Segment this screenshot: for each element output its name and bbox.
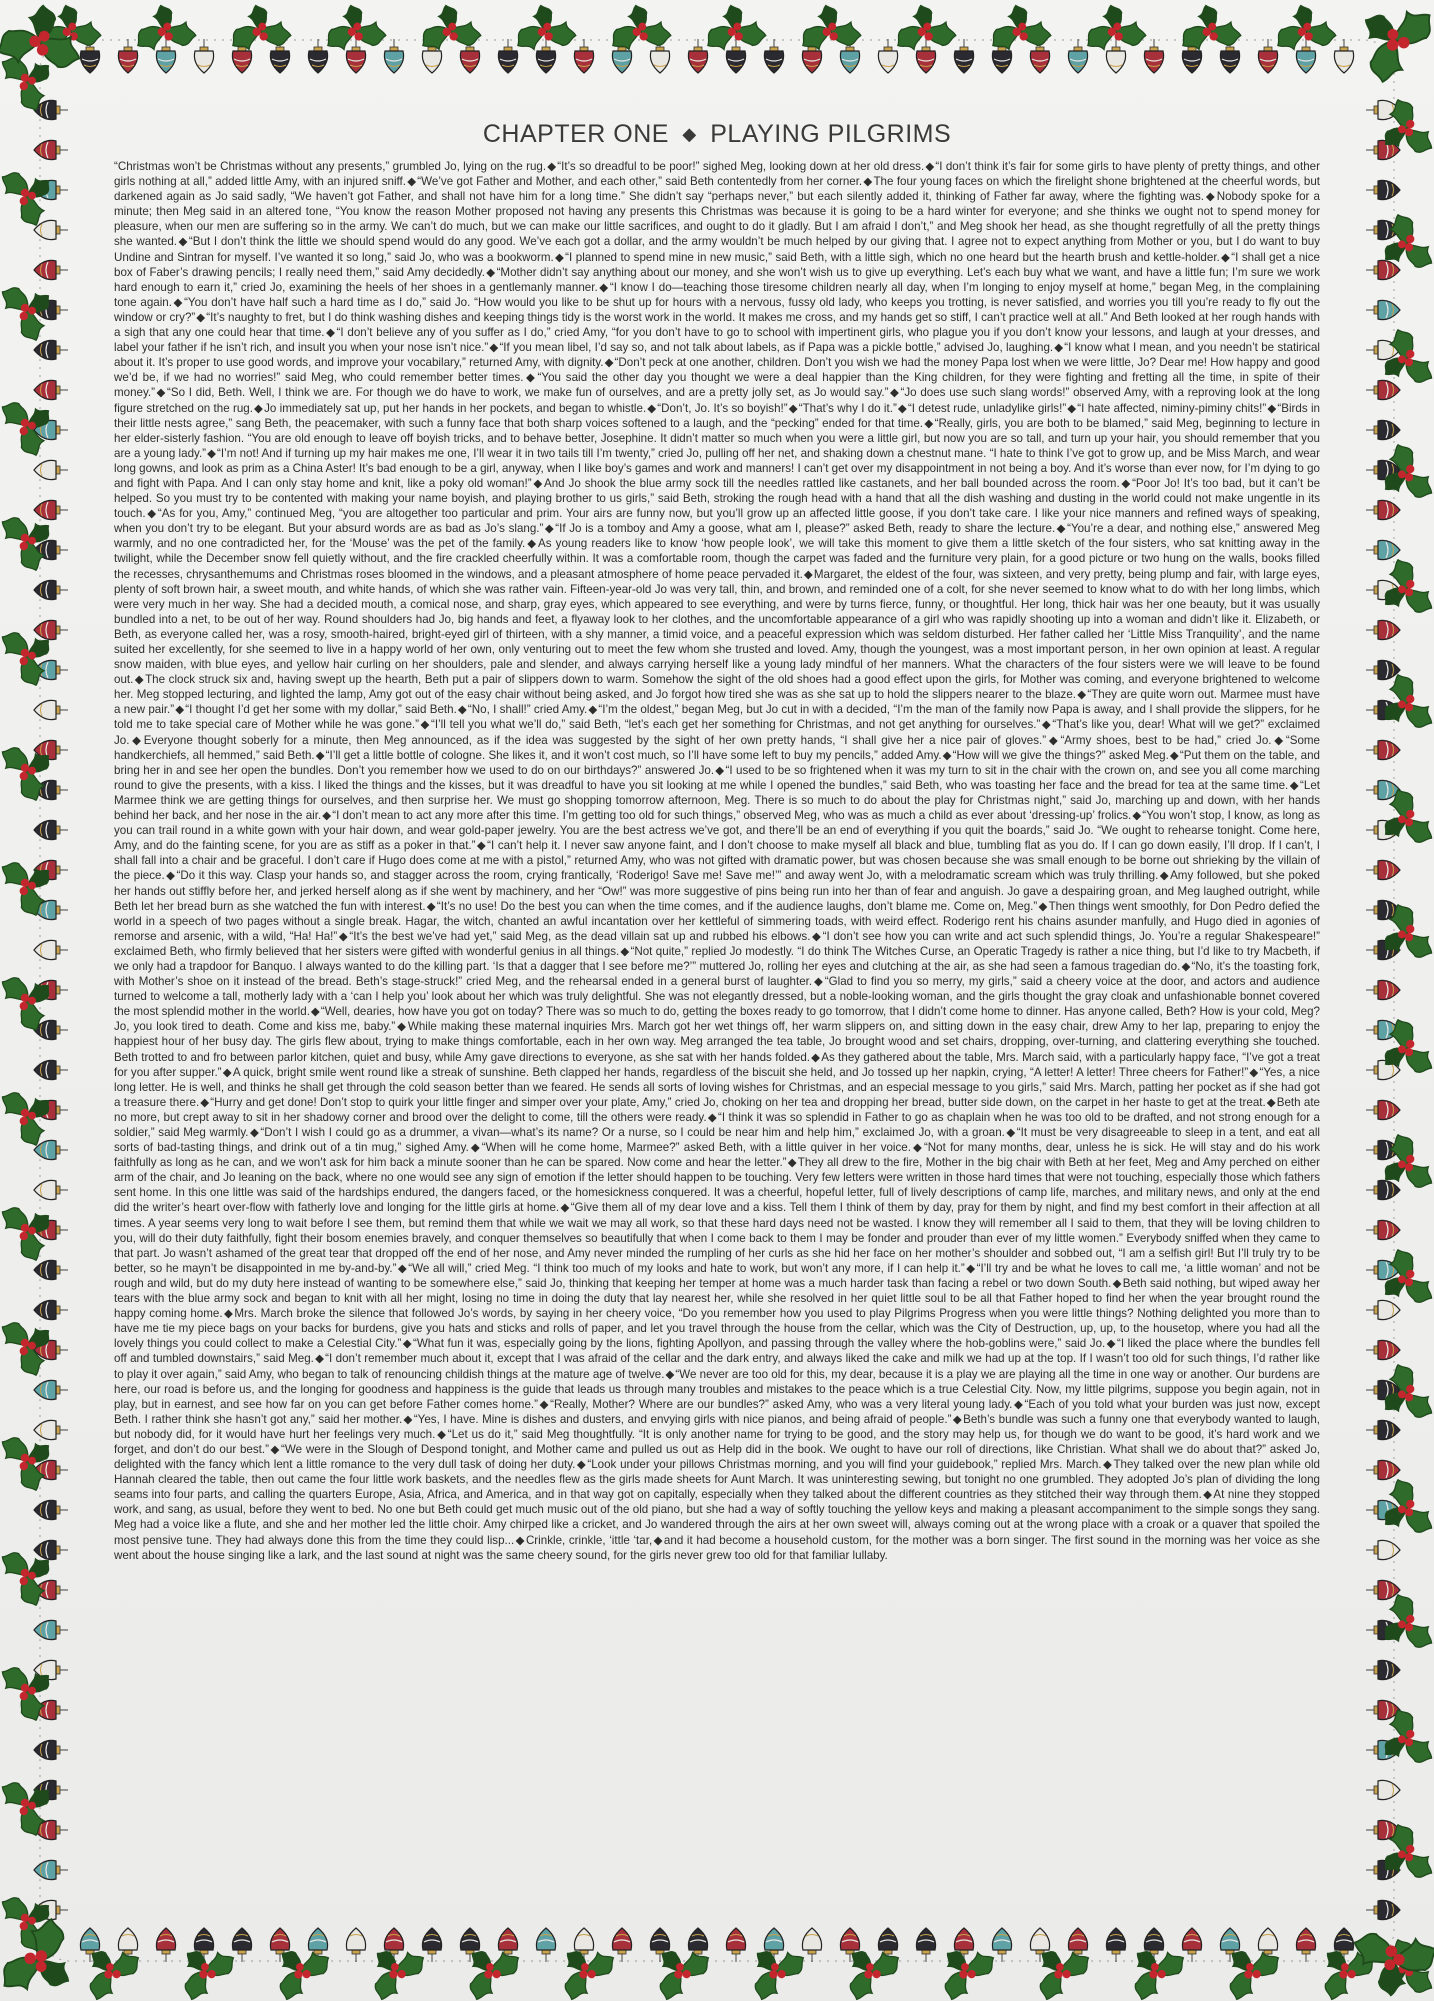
paragraph: The four young faces on which the firelight shone brightened at the cheerful words, but darkened again as Jo said sadly, “We haven’t got Father, and shall not have him for a long time.” She didn’t say “perhaps never,” but each silently added it, thinking of Father far away, where the fighting was.	[114, 175, 1321, 204]
ornament-icon	[574, 39, 593, 73]
ornament-icon	[34, 1500, 68, 1519]
ornament-icon	[1106, 39, 1125, 73]
ornament-icon	[1366, 1300, 1400, 1319]
ornament-icon	[1144, 39, 1163, 73]
ornament-icon	[1366, 980, 1400, 999]
paragraph: “I used to be so frightened when it was my turn to sit in the chair with the crown on, and see you all come marching round to give the presents, with a kiss. I liked the things and the kisses, but it was dreadful to have you sit looking at me while I opened the bundles,” said Beth, who was toasting her face and the bread for tea at the same time.	[114, 763, 1320, 792]
paragraph: “How will we give the things?” asked Meg.	[952, 748, 1169, 762]
paragraph-separator-icon: ◆	[813, 975, 824, 989]
paragraph-separator-icon: ◆	[1077, 688, 1087, 702]
paragraph: “When will he come home, Marmee?” asked Beth, with a little quiver in her voice.	[481, 1141, 911, 1155]
paragraph-separator-icon: ◆	[196, 310, 206, 324]
paragraph: Amy followed, but she poked her hands out stiffly before her, and jerked herself along as if she went by machinery, and her “Ow!” was more suggestive of pins being run into her than of fear and anguish. Jo gave a despairing groan, and Meg laughed outright, while Beth let her bread burn as she watched the fun with interest.	[114, 869, 1320, 913]
ornament-icon	[34, 260, 68, 279]
paragraph: “Poor Jo! It’s too bad, but it can’t be helped. So you must try to be contented with making your name boyish, and playing brother to us girls,” said Beth, stroking the rough head with a hand that all the dish washing and dusting in the world could not make ungentle in its touch.	[114, 476, 1321, 521]
paragraph-separator-icon: ◆	[1272, 733, 1285, 747]
paragraph-separator-icon: ◆	[249, 1126, 260, 1139]
paragraph-separator-icon: ◆	[426, 899, 436, 913]
paragraph-separator-icon: ◆	[647, 401, 657, 415]
paragraph: As they gathered about the table, Mrs. March said, with a particularly happy face, “I’ve got a treat for you after supper.”	[114, 1050, 1320, 1079]
chapter-content	[112, 100, 1322, 1895]
paragraph-separator-icon: ◆	[1005, 1126, 1016, 1139]
paragraph: “I hate affected, niminy-piminy chits!”	[1077, 401, 1267, 415]
paragraph: “We all will,” cried Meg. “I think too much of my looks and hate to work, but won’t any more, if I can help it.”	[408, 1261, 965, 1275]
ornament-icon	[34, 460, 68, 479]
paragraph: “Let Marmee think we are getting things for ourselves, and then surprise her. We must go shopping tomorrow afternoon, Meg. There is so much to do about the play for Christmas night,” said Jo, marching up and down, with her hands behind her back, and her nose in the air.	[114, 778, 1320, 823]
paragraph: “Not quite,” replied Jo modestly. “I do think The Witches Curse, an Operatic Tragedy is rather a nice thing, but I’d like to try Macbeth, if we only had a trapdoor for Banquo. I always wanted to do the killing part. ‘Is that a dagger that I see before me?’” muttered Jo, rolling her eyes and clutching at the air, as she had seen a famous tragedian do.	[114, 944, 1320, 973]
ornament-icon	[1366, 300, 1400, 319]
ornament-icon	[1366, 1420, 1400, 1439]
paragraph-separator-icon: ◆	[1202, 1488, 1213, 1502]
paragraph-separator-icon: ◆	[560, 1201, 570, 1215]
paragraph: “It’s the best we’ve had yet,” said Meg, as the dead villain sat up and rubbed his elbows.	[349, 929, 811, 943]
ornament-icon	[1182, 1928, 1201, 1962]
paragraph: “I know I do—teaching those tiresome children nearly all day, when I’m longing to enjoy myself at home,” began Meg, in the complaining tone again.	[114, 280, 1320, 309]
paragraph: “I don’t believe any of you suffer as I do,” cried Amy, “for you don’t have to go to school with impertinent girls, who plague you if you don’t know your lessons, and laugh at your dresses, and label your father if he isn’t rich, and insult you when your nose isn’t nice.”	[114, 326, 1320, 355]
paragraph: “Put them on the table, and bring her in and see her open the bundles. Don’t you remember how we used to do on our birthdays?” answered Jo.	[114, 748, 1321, 777]
paragraph-separator-icon: ◆	[707, 1110, 717, 1124]
paragraph-separator-icon: ◆	[146, 507, 157, 521]
paragraph: “Look under your pillows Christmas morning, and you will find your guidebook,” replied Mrs. March.	[587, 1458, 1102, 1472]
paragraph-separator-icon: ◆	[787, 1156, 797, 1170]
ornament-icon	[34, 340, 68, 359]
ornament-icon	[1366, 180, 1400, 199]
paragraph-separator-icon: ◆	[1013, 1397, 1024, 1411]
paragraph-separator-icon: ◆	[134, 673, 145, 687]
paragraph: “Let us do it,” said Meg thoughtfully. “It is only another name for trying to be good, and the story may help us, for though we do want to be good, it’s hard work and we forget, and don’t do our best.”	[114, 1427, 1320, 1456]
paragraph-separator-icon: ◆	[924, 416, 934, 430]
paragraph-separator-icon: ◆	[811, 929, 822, 943]
paragraph: “I’ll tell you what we’ll do,” said Beth, “let’s each get her something for Christmas, and not get anything for ourselves.”	[431, 718, 1041, 732]
paragraph: “No, I shall!” cried Amy.	[467, 703, 588, 717]
paragraph-separator-icon: ◆	[544, 522, 555, 536]
paragraph-separator-icon: ◆	[1041, 718, 1052, 732]
ornament-icon	[1366, 260, 1400, 279]
ornament-icon	[726, 1928, 745, 1962]
paragraph-separator-icon: ◆	[1102, 1458, 1113, 1472]
paragraph: “I liked the place where the bundles fell off and tumbled downstairs,” said Meg.	[114, 1337, 1321, 1366]
paragraph: “Christmas won’t be Christmas without any presents,” grumbled Jo, lying on the rug.	[114, 160, 547, 173]
chapter-name: PLAYING PILGRIMS	[710, 120, 952, 148]
paragraph: “You won’t stop, I know, as long as you can trail round in a white gown with your hair down, and wear gold-paper jewelry. You are the best actress we’ve got, and there’ll be an end of everything if you quit the boards,” said Jo. “We ought to rehearse tonight. Come here, Amy, and do the fainting scene, for you are as stiff as a poker in that.”	[114, 809, 1320, 853]
paragraph-separator-icon: ◆	[156, 386, 166, 400]
ornament-icon	[1296, 1928, 1315, 1962]
paragraph-separator-icon: ◆	[485, 265, 496, 279]
ornament-icon	[34, 220, 68, 239]
paragraph-separator-icon: ◆	[588, 703, 598, 717]
paragraph-separator-icon: ◆	[1054, 341, 1064, 355]
paragraph-separator-icon: ◆	[172, 295, 184, 309]
paragraph: “I don’t think it’s fair for some girls to have plenty of pretty things, and other girls nothing at all,” added little Amy, with an injured sniff.	[114, 160, 1320, 189]
ornament-icon	[34, 1860, 68, 1879]
ornament-icon	[1366, 500, 1400, 519]
paragraph-separator-icon: ◆	[253, 401, 264, 415]
paragraph: As young readers like to know ‘how people look’, we will take this moment to give them a little sketch of the four sisters, who sat knitting away in the twilight, while the December snow fell quietly without, and the fire crackled cheerfully within. It was a comfortable room, though the carpet was faded and the furniture very plain, for a good picture or two hung on the walls, books filled the recesses, chrysanthemums and Christmas roses bloomed in the windows, and a pleasant atmosphere of home peace pervaded it.	[114, 537, 1320, 581]
paragraph: “What fun it was, especially going by the lions, fighting Apollyon, and passing through the valley where the hob-goblins were,” said Jo.	[413, 1337, 1106, 1351]
paragraph-separator-icon: ◆	[420, 718, 431, 732]
paragraph-separator-icon: ◆	[130, 733, 143, 747]
paragraph: “I shall get a nice box of Faber’s drawing pencils; I really need them,” said Amy decidedly.	[114, 250, 1320, 279]
ornament-icon	[1366, 1220, 1400, 1239]
paragraph: “We’ve got Father and Mother, and each other,” said Beth contentedly from her corner.	[417, 175, 863, 189]
ornament-icon	[1366, 1580, 1400, 1599]
ornament-icon	[1366, 620, 1400, 639]
ornament-icon	[1366, 660, 1400, 679]
paragraph-separator-icon: ◆	[1047, 733, 1060, 747]
ornament-icon	[992, 1928, 1011, 1962]
paragraph: “Not for many months, dear, unless he is sick. He will stay and do his work faithfully as long as he can, and we won’t ask for him back a minute sooner than he can be spared. Now come and hear the letter.”	[114, 1141, 1320, 1170]
ornament-icon	[384, 39, 403, 73]
ornament-icon	[726, 39, 745, 73]
paragraph: “I’ll get a little bottle of cologne. She likes it, and it won’t cost much, so I’ll have some left to buy my pencils,” added Amy.	[325, 748, 942, 762]
ornament-icon	[156, 1928, 175, 1962]
paragraph-separator-icon: ◆	[397, 1261, 408, 1275]
paragraph: “Each of you told what your burden was just now, except Beth. I rather think she hasn’t got any,” said her mother.	[114, 1397, 1320, 1426]
paragraph: “Army shoes, best to be had,” cried Jo.	[1060, 733, 1272, 747]
paragraph: “It must be very disagreeable to sleep in a tent, and eat all sorts of bad-tasting things, and drink out of a tin mug,” sighed Amy.	[114, 1126, 1320, 1155]
ornament-icon	[34, 1260, 68, 1279]
paragraph-separator-icon: ◆	[547, 160, 557, 173]
chapter-body	[112, 159, 1322, 1563]
ornament-icon	[1366, 1780, 1400, 1799]
paragraph-separator-icon: ◆	[665, 1367, 675, 1381]
ornament-icon	[878, 39, 897, 73]
ornament-icon	[916, 1928, 935, 1962]
paragraph-separator-icon: ◆	[457, 703, 467, 717]
chapter-number: CHAPTER ONE	[482, 120, 669, 148]
ornament-icon	[1366, 1460, 1400, 1479]
chapter-title	[112, 120, 1322, 149]
ornament-icon	[34, 1740, 68, 1759]
paragraph: “I’m the oldest,” began Meg, but Jo cut in with a decided, “I’m the man of the family now Papa is away, and I shall provide the slippers, for he told me to take special care of Mother while he was gone.”	[114, 703, 1321, 732]
paragraph-separator-icon: ◆	[925, 160, 935, 173]
ornament-icon	[1366, 1660, 1400, 1679]
ornament-icon	[536, 1928, 555, 1962]
paragraph: And Jo shook the blue army sock till the needles rattled like castanets, and her ball bounded across the room.	[543, 476, 1120, 490]
paragraph: “I know what I mean, and you needn’t be statirical about it. It’s proper to use good words, and improve your vocabilary,” returned Amy, with dignity.	[114, 341, 1320, 370]
paragraph: Then things went smoothly, for Don Pedro defied the world in a speech of two pages without a single break. Hagar, the witch, chanted an awful incantation over her kettleful of simmering toads, with weird effect. Roderigo rent his chains asunder manfully, and Hugo died in agonies of remorse and arsenic, with a wild, “Ha! Ha!”	[114, 899, 1321, 943]
ornament-icon	[764, 39, 783, 73]
paragraph-separator-icon: ◆	[1120, 476, 1132, 490]
paragraph: “It’s so dreadful to be poor!” sighed Meg, looking down at her old dress.	[557, 160, 925, 173]
paragraph: “Mother didn’t say anything about our money, and she won’t wish us to give up everything. Let’s each buy what we want, and have a little fun; I’m sure we work hard enough to earn it,” cried Jo, examining the heels of her shoes in a gentlemanly manner.	[114, 265, 1321, 294]
paragraph: “I planned to spend mine in new music,” said Beth, with a little sigh, which no one heard but the hearth brush and kettle-holder.	[565, 250, 1220, 264]
paragraph: “I detest rude, unladylike girls!”	[907, 401, 1067, 415]
paragraph: “No, it’s the toasting fork, with Mother’s shoe on it instead of the bread. Beth’s stage-struck!” cried Meg, and the rehearsal ended in a general burst of laughter.	[114, 959, 1320, 989]
paragraph: Beth ate no more, but crept away to sit in her shadowy corner and brood over the delight to come, till the others were ready.	[114, 1095, 1320, 1124]
paragraph-separator-icon: ◆	[889, 386, 900, 400]
paragraph-separator-icon: ◆	[200, 1095, 210, 1109]
paragraph-separator-icon: ◆	[315, 748, 325, 762]
paragraph-separator-icon: ◆	[1220, 250, 1231, 264]
paragraph-separator-icon: ◆	[1181, 959, 1191, 973]
paragraph-separator-icon: ◆	[788, 401, 798, 415]
paragraph-separator-icon: ◆	[178, 235, 188, 249]
paragraph: Beth said nothing, but wiped away her tears with the blue army sock and began to knit with all her might, losing no time in doing the duty that lay nearest her, while she resolved in her quiet little soul to be all that Father hoped to find her when the year brought round the happy coming home.	[114, 1276, 1320, 1321]
paragraph-separator-icon: ◆	[322, 809, 332, 823]
paragraph-separator-icon: ◆	[620, 944, 630, 958]
paragraph: “Glad to find you so merry, my girls,” said a cheery voice at the door, and actors and audience turned to welcome a tall, motherly lady with a ‘can I help you’ look about her which was truly delightful. She was not elegantly dressed, but a noble-looking woman, and the girls thought the gray cloak and unfashionable bonnet covered the most splendid mother in the world.	[114, 975, 1320, 1019]
ornament-icon	[34, 1380, 68, 1399]
paragraph: They all drew to the fire, Mother in the big chair with Beth at her feet, Meg and Amy perched on either arm of the chair, and Jo leaning on the back, where no one would see any sign of emotion if the letter should happen to be touching. Very few letters were written in those hard times that were not touching, especially those which fathers sent home. In this one little was said of the hardships endured, the dangers faced, or the homesickness conquered. It was a cheerful, hopeful letter, full of lively descriptions of camp life, marches, and military news, and only at the end did the writer’s heart over-flow with fatherly love and longing for the little girls at home.	[114, 1156, 1320, 1215]
paragraph-separator-icon: ◆	[1204, 190, 1216, 204]
ornament-icon	[688, 39, 707, 73]
paragraph-separator-icon: ◆	[952, 1412, 963, 1426]
paragraph-separator-icon: ◆	[803, 567, 813, 581]
ornament-icon	[536, 39, 555, 73]
paragraph: “Yes, I have. Mine is dishes and dusters, and envying girls with nice pianos, and being afraid of people.”	[413, 1412, 952, 1426]
ornament-icon	[34, 1420, 68, 1439]
paragraph-separator-icon: ◆	[811, 1050, 821, 1064]
paragraph-separator-icon: ◆	[469, 1141, 481, 1155]
paragraph-separator-icon: ◆	[1159, 869, 1170, 883]
ornament-icon	[34, 1620, 68, 1639]
paragraph: “I thought I’d get her some with my dollar,” said Beth.	[185, 703, 457, 717]
ornament-icon	[34, 1540, 68, 1559]
diamond-icon: ◆	[682, 124, 697, 144]
paragraph-separator-icon: ◆	[222, 1065, 232, 1079]
paragraph: and it had become a household custom, for the mother was a born singer. The first sound in the morning was her voice as she went about the house singing like a lark, and the last sound at night was the same cheery sound, for the girls never grew too old for that familiar lullaby.	[114, 1533, 1320, 1562]
paragraph: “But I don’t think the little we should spend would do any good. We’ve each got a dollar, and the army wouldn’t be much helped by our giving that. I agree not to expect anything from Mother or you, but I do want to buy Undine and Sintran for myself. I’ve wanted it so long,” said Jo, who was a bookworm.	[114, 235, 1321, 264]
paragraph: “I don’t mean to act any more after this time. I’m getting too old for such things,” observed Meg, who was as much a child as ever about ‘dressing-up’ frolics.	[332, 809, 1132, 823]
paragraph: “I’ll try and be what he loves to call me, ‘a little woman’ and not be rough and wild, but do my duty here instead of wanting to be somewhere else,” said Jo, thinking that keeping her temper at home was a much harder task than facing a rebel or two down South.	[114, 1261, 1320, 1290]
paragraph-separator-icon: ◆	[515, 1533, 525, 1547]
ornament-icon	[1366, 860, 1400, 879]
ornament-icon	[1366, 1900, 1400, 1919]
ornament-icon	[34, 620, 68, 639]
paragraph-separator-icon: ◆	[402, 1337, 412, 1351]
paragraph: “Give them all of my dear love and a kiss. Tell them I think of them by day, pray for them by night, and find my best comfort in their affection at all times. A year seems very long to wait before I see them, but remind them that while we wait we may all work, so that these hard days need not be wasted. I know they will remember all I said to them, that they will be loving children to you, will do their duty faithfully, fight their bosom enemies bravely, and conquer themselves so beautifully that when I come back to them I may be fonder and prouder than ever of my little women.” Everybody sniffed when they came to that part. Jo wasn’t ashamed of the great tear that dropped off the end of her nose, and Amy never minded the rumpling of her curls as she hid her face on her mother’s shoulder and sobbed out, “I am a selfish girl! But I’ll truly try to be better, so he mayn’t be disappointed in me by-and-by.”	[114, 1201, 1320, 1275]
paragraph: “So I did, Beth. Well, I think we are. For though we do have to work, we make fun of ourselves, and are a pretty jolly set, as Jo would say.”	[167, 386, 889, 400]
paragraph-separator-icon: ◆	[165, 869, 176, 883]
paragraph: Mrs. March broke the silence that followed Jo’s words, by saying in her cheery voice, “Do you remember how you used to play Pilgrims Progress when you were little things? Nothing delighted you more than to have me tie my piece bags on your backs for burdens, give you hats and sticks and rolls of paper, and let you travel through the house from the cellar, which was the City of Destruction, up, up, to the housetop, where you had all the lovely things you could collect to make a Celestial City.”	[114, 1307, 1320, 1351]
paragraph: “Do it this way. Clasp your hands so, and stagger across the room, crying frantically, ‘Roderigo! Save me! Save me!’” and away went Jo, with a melodramatic scream which was truly thrilling.	[176, 869, 1159, 883]
paragraph: “It’s no use! Do the best you can when the time comes, and if the audience laughs, don’t blame me. Come on, Meg.”	[436, 899, 1038, 913]
ornament-icon	[1366, 1100, 1400, 1119]
ornament-icon	[232, 1928, 251, 1962]
paragraph: “We were in the Slough of Despond tonight, and Mother came and pulled us out as Help did in the book. We ought to have our roll of directions, like Christian. What shall we do about that?” asked Jo, delighted with the fancy which lent a little romance to the very dull task of doing her duty.	[114, 1442, 1321, 1472]
paragraph: Beth’s bundle was such a funny one that everybody wanted to laugh, but nobody did, for it would have hurt her feelings very much.	[114, 1412, 1320, 1441]
paragraph-separator-icon: ◆	[1106, 1337, 1116, 1351]
paragraph: “Really, Mother? Where are our bundles?” asked Amy, who was a very literal young lady.	[550, 1397, 1013, 1411]
paragraph: “Well, dearies, how have you got on today? There was so much to do, getting the boxes ready to go tomorrow, that I didn’t come home to dinner. Has anyone called, Beth? How is your cold, Meg? Jo, you look tired to death. Come and kiss me, baby.”	[114, 1005, 1320, 1034]
ornament-icon	[34, 940, 68, 959]
paragraph: “I can’t help it. I never saw anyone faint, and I don’t choose to make myself all black and blue, tumbling flat as you do. If I can go down easily, I’ll drop. If I can’t, I shall fall into a chair and be graceful. I don’t care if Hugo does come at me with a pistol,” returned Amy, who was not gifted with dramatic power, but was chosen because she was small enough to be borne out shrieking by the villain of the piece.	[114, 839, 1320, 883]
paragraph-separator-icon: ◆	[1056, 522, 1067, 536]
paragraph-separator-icon: ◆	[403, 1412, 413, 1426]
paragraph: “That’s like you, dear! What will we get?” exclaimed Jo.	[114, 718, 1321, 747]
ornament-icon	[1258, 39, 1277, 73]
paragraph-separator-icon: ◆	[1267, 401, 1277, 415]
ornament-icon	[34, 1300, 68, 1319]
ornament-icon	[1106, 1928, 1125, 1962]
ornament-icon	[156, 39, 175, 73]
ornament-icon	[1366, 740, 1400, 759]
ornament-icon	[34, 1140, 68, 1159]
paragraph-separator-icon: ◆	[1266, 1095, 1276, 1109]
ornament-icon	[34, 380, 68, 399]
ornament-icon	[34, 1060, 68, 1079]
paragraph-separator-icon: ◆	[1132, 809, 1142, 823]
paragraph: “Birds in their little nests agree,” sang Beth, the peacemaker, with such a funny face that both sharp voices softened to a laugh, and the “pecking” ended for that time.	[114, 401, 1320, 430]
ornament-icon	[498, 39, 517, 73]
ornament-icon	[1334, 39, 1353, 73]
paragraph-separator-icon: ◆	[526, 537, 538, 551]
paragraph: “Really, girls, you are both to be blamed,” said Meg, beginning to lecture in her elder-sisterly fashion. “You are old enough to leave off boyish tricks, and to behave better, Josephine. It didn’t matter so much when you were a little girl, but now you are so tall, and turn up your hair, you should remember that you are a young lady.”	[114, 416, 1320, 460]
paragraph-separator-icon: ◆	[532, 476, 543, 490]
paragraph: Nobody spoke for a minute; then Meg said in an altered tone, “You know the reason Mother proposed not having any presents this Christmas was because it is going to be a hard winter for everyone; and she thinks we ought not to spend money for pleasure, when our men are suffering so in the army. We can’t do much, but we can make our little sacrifices, and ought to do it gladly. But I am afraid I don’t,” and Meg shook her head, as she thought regretfully of all the pretty things she wanted.	[114, 190, 1320, 249]
paragraph: “Don’t, Jo. It’s so boyish!”	[657, 401, 788, 415]
paragraph-separator-icon: ◆	[715, 763, 725, 777]
paragraph-separator-icon: ◆	[1169, 748, 1179, 762]
ornament-icon	[1366, 1540, 1400, 1559]
ornament-icon	[34, 1180, 68, 1199]
ornament-icon	[1366, 540, 1400, 559]
paragraph-separator-icon: ◆	[310, 1005, 320, 1019]
holly-icon	[0, 0, 96, 98]
ornament-icon	[1366, 1180, 1400, 1199]
paragraph-separator-icon: ◆	[338, 929, 349, 943]
paragraph: “It’s naughty to fret, but I do think washing dishes and keeping things tidy is the worst work in the world. It makes me cross, and my hands get so stiff, I can’t practice well at all.” And Beth looked at her rough hands with a sigh that any one could hear that time.	[114, 310, 1320, 340]
ornament-icon	[1366, 380, 1400, 399]
paragraph-separator-icon: ◆	[314, 1352, 325, 1366]
paragraph-separator-icon: ◆	[1249, 1065, 1259, 1079]
paragraph: A quick, bright smile went round like a streak of sunshine. Beth clapped her hands, regardless of the biscuit she held, and Jo tossed up her napkin, crying, “A letter! A letter! Three cheers for Father!”	[232, 1065, 1249, 1079]
paragraph-separator-icon: ◆	[223, 1307, 234, 1321]
paragraph: Crinkle, crinkle, ‘ittle ‘tar,	[525, 1533, 653, 1547]
paragraph-separator-icon: ◆	[175, 703, 185, 717]
paragraph-separator-icon: ◆	[524, 371, 537, 385]
paragraph-separator-icon: ◆	[653, 1533, 663, 1547]
paragraph-separator-icon: ◆	[942, 748, 952, 762]
ornament-icon	[34, 700, 68, 719]
paragraph: “If Jo is a tomboy and Amy a goose, what am I, please?” asked Beth, ready to share the lecture.	[555, 522, 1056, 536]
paragraph-separator-icon: ◆	[1112, 1276, 1122, 1290]
ornament-icon	[34, 500, 68, 519]
ornament-icon	[34, 820, 68, 839]
paragraph: “We never are too old for this, my dear, because it is a play we are playing all the time in one way or another. Our burdens are here, our road is before us, and the longing for goodness and happiness is the guide that leads us through many troubles and mistakes to the peace which is a true Celestial City. Now, my little pilgrims, suppose you begin again, not in play, but in earnest, and see how far on you can get before Father comes home.”	[114, 1367, 1320, 1411]
paragraph: “If you mean libel, I’d say so, and not talk about labels, as if Papa was a pickle bottle,” advised Jo, laughing.	[499, 341, 1054, 355]
ornament-icon	[308, 39, 327, 73]
paragraph-separator-icon: ◆	[965, 1261, 976, 1275]
paragraph: At nine they stopped work, and sang, as usual, before they went to bed. No one but Beth could get much music out of the old piano, but she had a way of softly touching the yellow keys and making a pleasant accompaniment to the simple songs they sang. Meg had a voice like a flute, and she and her mother led the little choir. Amy chirped like a cricket, and Jo wandered through the airs at her own sweet will, always coming out at the wrong place with a croak or a quaver that spoiled the most pensive tune. They had always done this from the time they could lisp...	[114, 1488, 1320, 1547]
ornament-icon	[1366, 420, 1400, 439]
ornament-icon	[34, 140, 68, 159]
paragraph-separator-icon: ◆	[911, 1141, 923, 1155]
holly-icon	[1339, 0, 1434, 97]
paragraph: “I don’t see how you can write and act such splendid things, Jo. You’re a regular Shakespeare!” exclaimed Beth, who firmly believed that her sisters were gifted with wonderful genius in all things.	[114, 929, 1321, 958]
paragraph: Everyone thought soberly for a minute, then Meg announced, as if the idea was suggested by the sight of her own pretty hands, “I shall give her a nice pair of gloves.”	[143, 733, 1047, 747]
paragraph-separator-icon: ◆	[554, 250, 565, 264]
paragraph-separator-icon: ◆	[207, 446, 217, 460]
ornament-icon	[1068, 39, 1087, 73]
ornament-icon	[422, 1928, 441, 1962]
paragraph: “Don’t peck at one another, children. Don’t you wish we had the money Papa lost when we were little, Jo? Dear me! How happy and good we’d be, if we had no worries!” said Meg, who could remember better times.	[114, 356, 1320, 385]
paragraph: “You don’t have half such a hard time as I do,” said Jo. “How would you like to be shut up for hours with a nervous, fussy old lady, who keeps you trotting, is never satisfied, and worries you till you’re ready to fly out the window or cry?”	[114, 295, 1321, 324]
paragraph-separator-icon: ◆	[897, 401, 907, 415]
ornament-icon	[916, 39, 935, 73]
ornament-icon	[954, 39, 973, 73]
paragraph-separator-icon: ◆	[576, 1458, 587, 1472]
ornament-icon	[1366, 1340, 1400, 1359]
ornament-icon	[118, 39, 137, 73]
ornament-icon	[346, 1928, 365, 1962]
paragraph-separator-icon: ◆	[598, 280, 609, 294]
paragraph: “They are quite worn out. Marmee must have a new pair.”	[114, 688, 1320, 717]
paragraph: “I’m not! And if turning up my hair makes me one, I’ll wear it in two tails till I’m twenty,” cried Jo, pulling off her net, and shaking down a chestnut mane. “I hate to think I’ve got to grow up, and be Miss March, and wear long gowns, and look as prim as a China Aster! It’s bad enough to be a girl, anyway, when I like boy’s games and work and manners! I can’t get over my disappointment in not being a boy. And it’s worse than ever now, for I’m dying to go and fight with Papa. And I can only stay home and knit, like a poky old woman!”	[114, 446, 1320, 490]
paragraph: “That’s why I do it.”	[798, 401, 897, 415]
ornament-icon	[802, 1928, 821, 1962]
paragraph-separator-icon: ◆	[269, 1442, 281, 1456]
paragraph: “Don’t I wish I could go as a drummer, a vivan—what’s its name? Or a nurse, so I could be near him and help him,” exclaimed Jo, with a groan.	[260, 1126, 1005, 1139]
paragraph: “As for you, Amy,” continued Meg, “you are altogether too particular and prim. Your airs are funny now, but you’ll grow up an affected little goose, if you don’t take care. I like your nice manners and refined ways of speaking, when you don’t try to be elegant. But your absurd words are as bad as Jo’s slang.”	[114, 507, 1321, 536]
paragraph-separator-icon: ◆	[396, 1020, 407, 1034]
paragraph: While making these maternal inquiries Mrs. March got her wet things off, her warm slippers on, and sitting down in the easy chair, drew Amy to her lap, preparing to enjoy the happiest hour of her busy day. The girls flew about, trying to make things comfortable, each in her own way. Meg arranged the tea table, Jo brought wood and set chairs, dropping, over-turning, and clattering everything she touched. Beth trotted to and fro between parlor kitchen, quiet and busy, while Amy gave directions to everyone, as she sat with her hands folded.	[114, 1020, 1320, 1064]
paragraph: “I think it was so splendid in Father to go as chaplain when he was too old to be drafted, and not strong enough for a soldier,” said Meg warmly.	[114, 1110, 1320, 1139]
ornament-icon	[1296, 39, 1315, 73]
paragraph: “Some handkerchiefs, all hemmed,” said Beth.	[114, 733, 1320, 762]
paragraph-separator-icon: ◆	[1289, 778, 1300, 792]
ornament-icon	[612, 1928, 631, 1962]
paragraph: “You said the other day you thought we were a deal happier than the King children, for they were fighting and fretting all the time, in spite of their money.”	[114, 371, 1320, 400]
paragraph-separator-icon: ◆	[1038, 899, 1048, 913]
ornament-icon	[346, 39, 365, 73]
paragraph-separator-icon: ◆	[436, 1427, 447, 1441]
paragraph: The clock struck six and, having swept up the hearth, Beth put a pair of slippers down to warm. Somehow the sight of the old shoes had a good effect upon the girls, for Mother was coming, and everyone brightened to welcome her. Meg stopped lecturing, and lighted the lamp, Amy got out of the easy chair without being asked, and Jo forgot how tired she was as she sat up to hold the slippers nearer to the blaze.	[114, 673, 1320, 702]
paragraph: “Hurry and get done! Don’t stop to quirk your little finger and simper over your plate, Amy,” cried Jo, choking on her tea and dropping her bread, butter side down, on the carpet in her haste to get at the treat.	[210, 1095, 1266, 1109]
paragraph: Margaret, the eldest of the four, was sixteen, and very pretty, being plump and fair, with large eyes, plenty of soft brown hair, a sweet mouth, and white hands, of which she was rather vain. Fifteen-year-old Jo was very tall, thin, and brown, and reminded one of a colt, for she never seemed to know what to do with her long limbs, which were very much in her way. She had a decided mouth, a comical nose, and sharp, gray eyes, which appeared to see everything, and were by turns fierce, funny, or thoughtful. Her long, thick hair was her one beauty, but it was usually bundled into a net, to be out of her way. Round shoulders had Jo, big hands and feet, a flyaway look to her clothes, and the uncomfortable appearance of a girl who was rapidly shooting up into a woman and didn’t like it. Elizabeth, or Beth, as everyone called her, was a rosy, smooth-haired, bright-eyed girl of thirteen, with a shy manner, a timid voice, and a peaceful expression which was seldom disturbed. Her father called her ‘Little Miss Tranquility’, and the name suited her excellently, for she seemed to live in a happy world of her own, only venturing out to meet the few whom she trusted and loved. Amy, though the youngest, was a most important person, in her own opinion at least. A regular snow maiden, with blue eyes, and yellow hair curling on her shoulders, pale and slender, and always carrying herself like a young lady mindful of her manners. What the characters of the four sisters were we will leave to be found out.	[114, 567, 1321, 687]
paragraph-separator-icon: ◆	[489, 341, 499, 355]
paragraph-separator-icon: ◆	[604, 356, 614, 370]
paragraph-separator-icon: ◆	[325, 326, 336, 340]
paragraph: They talked over the new plan while old Hannah cleared the table, then out came the four little work baskets, and the needles flew as the girls made sheets for Aunt March. It was uninteresting sewing, but tonight no one grumbled. They adopted Jo’s plan of dividing the long seams into four parts, and calling the quarters Europe, Asia, Africa, and America, and in that way got on capitally, especially when they talked about the different countries as they stitched their way through them.	[114, 1458, 1321, 1502]
paragraph-separator-icon: ◆	[407, 175, 417, 189]
ornament-icon	[34, 580, 68, 599]
paragraph: Jo immediately sat up, put her hands in her pockets, and began to whistle.	[264, 401, 647, 415]
paragraph-separator-icon: ◆	[1067, 401, 1077, 415]
ornament-icon	[194, 39, 213, 73]
paragraph-separator-icon: ◆	[539, 1397, 550, 1411]
paragraph: “Yes, a nice long letter. He is well, and thinks he shall get through the cold season better than we feared. He sends all sorts of loving wishes for Christmas, and an especial message to you girls,” said Mrs. March, patting her pocket as if she had got a treasure there.	[114, 1065, 1320, 1109]
paragraph-separator-icon: ◆	[863, 175, 873, 189]
paragraph-separator-icon: ◆	[476, 839, 487, 853]
paragraph: “I don’t remember much about it, except that I was afraid of the cellar and the dark entry, and always liked the cake and milk we had up at the top. If I wasn’t too old for such things, I’d rather like to play it over again,” said Amy, who began to talk of renouncing childish things at the mature age of twelve.	[114, 1352, 1320, 1381]
paragraph: “You’re a dear, and nothing else,” answered Meg warmly, and no one contradicted her, for the ‘Mouse’ was the pet of the family.	[114, 522, 1320, 551]
paragraph: “Jo does use such slang words!” observed Amy, with a reproving look at the long figure stretched on the rug.	[114, 386, 1320, 415]
